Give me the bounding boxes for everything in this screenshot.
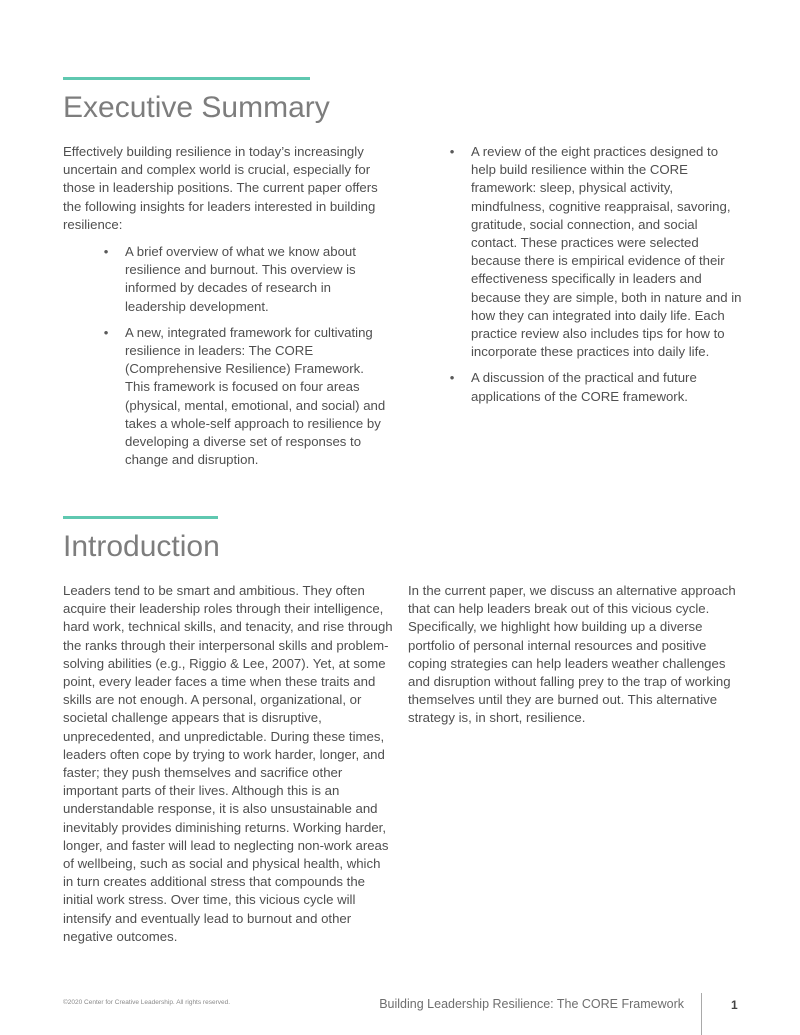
footer-divider — [701, 993, 702, 1035]
bullet-text: A new, integrated framework for cultivating resilience in leaders: The CORE (Comprehensive Resilience) Framework. This framework is focused on four areas (physical, mental, emotional, and social) and takes a whole-self approach to resilience by developing a diverse set of responses to change and disruption. — [125, 324, 386, 468]
introduction-paragraph-left: Leaders tend to be smart and ambitious. They often acquire their leadership roles through their intelligence, hard work, technical skills, and tenacity, and rise through the ranks through their interpersonal skills and problem-solving abilities (e.g., Riggio & Lee, 2007). Yet, at some point, every leader faces a time when these traits and skills are not enough. A personal, organizational, or societal challenge appears that is disruptive, unprecedented, and unpredictable. During these times, leaders often cope by trying to work harder, longer, and faster; they push themselves and sacrifice other important parts of their lives. Although this is an understandable response, it is also unsustainable and inevitably provides diminishing returns. Working harder, longer, and faster will lead to neglecting non-work areas of wellbeing, such as social and physical health, which in turn creates additional stress that compounds the initial work stress. Over time, this vicious cycle will intensify and eventually lead to burnout and other negative outcomes. — [63, 583, 393, 944]
list-item — [447, 143, 743, 361]
section-rule-introduction — [63, 516, 218, 519]
executive-summary-bullets-left — [101, 243, 393, 469]
list-item — [447, 369, 729, 405]
bullet-text: A review of the eight practices designed to help build resilience within the CORE framework: sleep, physical activity, mindfulness, cognitive reappraisal, savoring, gratitude, social connection, and social contact. These practices were selected because there is empirical evidence of their effectiveness specifically in leaders and because they are simple, both in nature and in how they can integrated into daily life. Each practice review also includes tips for how to incorporate these practices into daily life. — [471, 144, 742, 360]
introduction-left-column — [63, 582, 393, 946]
introduction-right-column — [408, 582, 743, 728]
bullet-icon: • — [449, 144, 455, 159]
executive-summary-intro: Effectively building resilience in today’s increasingly uncertain and complex world is crucial, especially for those in leadership positions. The current paper offers the following insights for leaders interested in building resilience: — [63, 144, 378, 232]
bullet-icon: • — [103, 244, 109, 260]
list-item — [101, 243, 391, 316]
page-number: 1 — [731, 998, 738, 1012]
bullet-icon: • — [103, 324, 109, 340]
bullet-text: A discussion of the practical and future applications of the CORE framework. — [471, 370, 697, 404]
executive-summary-bullets-right — [447, 143, 745, 406]
introduction-paragraph-right: In the current paper, we discuss an alternative approach that can help leaders break out of this vicious cycle. Specifically, we highlight how building up a diverse portfolio of personal internal resources and positive coping strategies can help leaders weather challenges and disruption without falling prey to the trap of working themselves until they are burned out. This alternative strategy is, in short, resilience. — [408, 583, 736, 726]
bullet-text: A brief overview of what we know about resilience and burnout. This overview is informed by decades of research in leadership development. — [125, 244, 356, 314]
section-rule-executive-summary — [63, 77, 310, 80]
footer-copyright: ©2020 Center for Creative Leadership. All rights reserved. — [63, 999, 231, 1006]
footer-document-title: Building Leadership Resilience: The CORE Framework — [379, 997, 684, 1011]
list-item — [101, 324, 387, 470]
executive-summary-left-column — [63, 143, 393, 477]
section-heading-executive-summary: Executive Summary — [63, 91, 330, 124]
executive-summary-right-column — [445, 143, 745, 414]
bullet-icon: • — [449, 370, 455, 386]
section-heading-introduction: Introduction — [63, 530, 220, 563]
